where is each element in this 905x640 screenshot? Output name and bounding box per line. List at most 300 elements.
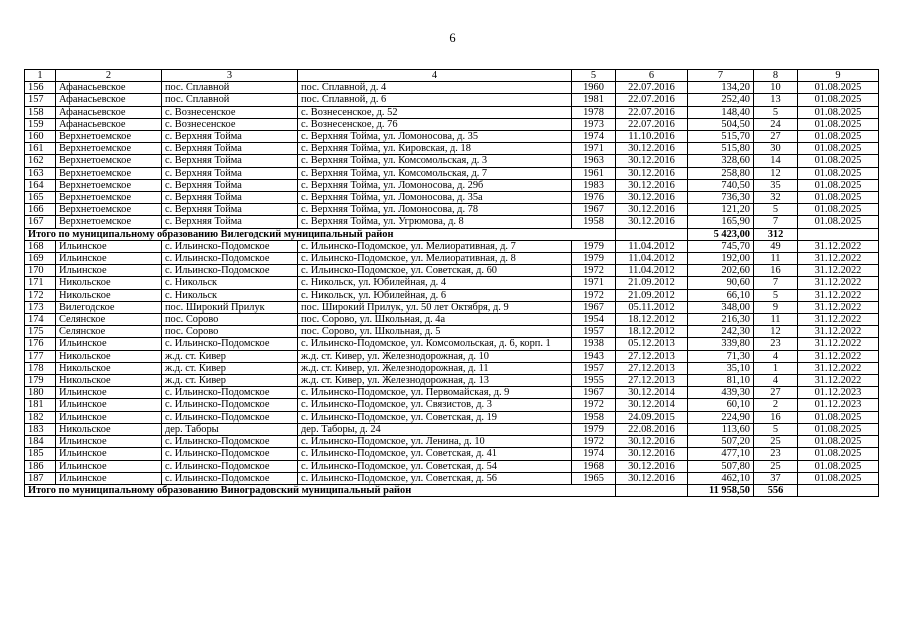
residents-count: 11	[754, 253, 798, 265]
residents-count: 10	[754, 82, 798, 94]
address: пос. Сорово, ул. Школьная, д. 5	[298, 326, 572, 338]
build-year: 1938	[572, 338, 616, 350]
residents-count: 7	[754, 216, 798, 228]
settlement-name: пос. Широкий Прилук	[162, 301, 298, 313]
date-recognized: 18.12.2012	[616, 314, 688, 326]
date-recognized: 27.12.2013	[616, 362, 688, 374]
build-year: 1971	[572, 143, 616, 155]
settlement-name: с. Ильинско-Подомское	[162, 387, 298, 399]
residents-count: 32	[754, 192, 798, 204]
residents-count: 11	[754, 314, 798, 326]
build-year: 1963	[572, 155, 616, 167]
municipality-name: Афанасьевское	[56, 94, 162, 106]
address: пос. Сорово, ул. Школьная, д. 4а	[298, 314, 572, 326]
table-row	[25, 375, 879, 387]
settlement-name: с. Ильинско-Подомское	[162, 460, 298, 472]
row-number: 160	[25, 131, 56, 143]
build-year: 1943	[572, 350, 616, 362]
build-year: 1971	[572, 277, 616, 289]
address: с. Ильинско-Подомское, ул. Мелиоративная, д. 8	[298, 253, 572, 265]
table-row	[25, 253, 879, 265]
municipality-name: Ильинское	[56, 472, 162, 484]
total-empty-cell	[798, 228, 879, 240]
residents-count: 27	[754, 387, 798, 399]
build-year: 1957	[572, 362, 616, 374]
area: 35,10	[688, 362, 754, 374]
residents-count: 35	[754, 179, 798, 191]
area: 507,20	[688, 436, 754, 448]
area: 439,30	[688, 387, 754, 399]
address: с. Ильинско-Подомское, ул. Комсомольская, д. 6, корп. 1	[298, 338, 572, 350]
area: 328,60	[688, 155, 754, 167]
build-year: 1978	[572, 106, 616, 118]
planned-resettlement-date: 01.08.2025	[798, 118, 879, 130]
residents-count: 7	[754, 277, 798, 289]
municipality-name: Ильинское	[56, 399, 162, 411]
residents-count: 24	[754, 118, 798, 130]
residents-count: 12	[754, 326, 798, 338]
table-row	[25, 326, 879, 338]
row-number: 187	[25, 472, 56, 484]
settlement-name: с. Ильинско-Подомское	[162, 265, 298, 277]
address: пос. Сплавной, д. 6	[298, 94, 572, 106]
total-residents: 312	[754, 228, 798, 240]
municipality-name: Верхнетоемское	[56, 216, 162, 228]
address: с. Ильинско-Подомское, ул. Первомайская, д. 9	[298, 387, 572, 399]
date-recognized: 22.07.2016	[616, 82, 688, 94]
planned-resettlement-date: 01.08.2025	[798, 94, 879, 106]
area: 148,40	[688, 106, 754, 118]
area: 202,60	[688, 265, 754, 277]
build-year: 1979	[572, 240, 616, 252]
row-number: 168	[25, 240, 56, 252]
table-row	[25, 155, 879, 167]
residents-count: 25	[754, 436, 798, 448]
planned-resettlement-date: 31.12.2022	[798, 326, 879, 338]
settlement-name: пос. Сорово	[162, 326, 298, 338]
build-year: 1974	[572, 448, 616, 460]
row-number: 185	[25, 448, 56, 460]
date-recognized: 30.12.2014	[616, 399, 688, 411]
settlement-name: с. Никольск	[162, 289, 298, 301]
table-row	[25, 338, 879, 350]
address: с. Ильинско-Подомское, ул. Советская, д. 54	[298, 460, 572, 472]
build-year: 1981	[572, 94, 616, 106]
address: ж.д. ст. Кивер, ул. Железнодорожная, д. 11	[298, 362, 572, 374]
settlement-name: пос. Сорово	[162, 314, 298, 326]
planned-resettlement-date: 01.08.2025	[798, 179, 879, 191]
municipality-name: Ильинское	[56, 265, 162, 277]
column-number-row	[25, 70, 879, 82]
settlement-name: с. Верхняя Тойма	[162, 179, 298, 191]
column-number: 6	[616, 70, 688, 82]
table-row	[25, 472, 879, 484]
date-recognized: 30.12.2016	[616, 179, 688, 191]
municipality-name: Селянское	[56, 314, 162, 326]
residents-count: 12	[754, 167, 798, 179]
municipality-name: Никольское	[56, 362, 162, 374]
total-label: Итого по муниципальному образованию Вилегодский муниципальный район	[25, 228, 616, 240]
row-number: 171	[25, 277, 56, 289]
total-empty-cell	[616, 228, 688, 240]
row-number: 177	[25, 350, 56, 362]
build-year: 1979	[572, 423, 616, 435]
address: с. Верхняя Тойма, ул. Угрюмова, д. 8	[298, 216, 572, 228]
planned-resettlement-date: 01.08.2025	[798, 167, 879, 179]
residents-count: 27	[754, 131, 798, 143]
settlement-name: с. Ильинско-Подомское	[162, 448, 298, 460]
date-recognized: 27.12.2013	[616, 375, 688, 387]
municipality-name: Ильинское	[56, 387, 162, 399]
table-row	[25, 460, 879, 472]
address: с. Верхняя Тойма, ул. Ломоносова, д. 35а	[298, 192, 572, 204]
residents-count: 13	[754, 94, 798, 106]
area: 134,20	[688, 82, 754, 94]
build-year: 1967	[572, 301, 616, 313]
area: 71,30	[688, 350, 754, 362]
date-recognized: 21.09.2012	[616, 289, 688, 301]
address: с. Вознесенское, д. 76	[298, 118, 572, 130]
residents-count: 37	[754, 472, 798, 484]
area: 81,10	[688, 375, 754, 387]
table-row	[25, 265, 879, 277]
settlement-name: с. Верхняя Тойма	[162, 204, 298, 216]
residents-count: 30	[754, 143, 798, 155]
municipality-name: Верхнетоемское	[56, 143, 162, 155]
planned-resettlement-date: 01.08.2025	[798, 216, 879, 228]
table-row	[25, 277, 879, 289]
date-recognized: 21.09.2012	[616, 277, 688, 289]
row-number: 181	[25, 399, 56, 411]
residents-count: 4	[754, 350, 798, 362]
table-row	[25, 411, 879, 423]
table-row	[25, 289, 879, 301]
settlement-name: с. Верхняя Тойма	[162, 143, 298, 155]
area: 507,80	[688, 460, 754, 472]
address: с. Ильинско-Подомское, ул. Связистов, д. 3	[298, 399, 572, 411]
planned-resettlement-date: 01.08.2025	[798, 423, 879, 435]
row-number: 162	[25, 155, 56, 167]
table-row	[25, 314, 879, 326]
table-row	[25, 436, 879, 448]
settlement-name: ж.д. ст. Кивер	[162, 375, 298, 387]
municipality-name: Вилегодское	[56, 301, 162, 313]
date-recognized: 05.12.2013	[616, 338, 688, 350]
planned-resettlement-date: 01.08.2025	[798, 131, 879, 143]
area: 745,70	[688, 240, 754, 252]
address: с. Никольск, ул. Юбилейная, д. 4	[298, 277, 572, 289]
date-recognized: 30.12.2016	[616, 216, 688, 228]
settlement-name: ж.д. ст. Кивер	[162, 350, 298, 362]
housing-registry-table	[24, 69, 879, 497]
settlement-name: пос. Сплавной	[162, 94, 298, 106]
row-number: 175	[25, 326, 56, 338]
municipality-name: Верхнетоемское	[56, 192, 162, 204]
municipality-name: Ильинское	[56, 240, 162, 252]
table-row	[25, 192, 879, 204]
date-recognized: 30.12.2016	[616, 436, 688, 448]
row-number: 179	[25, 375, 56, 387]
section-total-row	[25, 228, 879, 240]
planned-resettlement-date: 31.12.2022	[798, 277, 879, 289]
date-recognized: 11.04.2012	[616, 240, 688, 252]
area: 66,10	[688, 289, 754, 301]
area: 165,90	[688, 216, 754, 228]
area: 339,80	[688, 338, 754, 350]
row-number: 180	[25, 387, 56, 399]
total-residents: 556	[754, 484, 798, 496]
municipality-name: Ильинское	[56, 253, 162, 265]
table-row	[25, 362, 879, 374]
area: 462,10	[688, 472, 754, 484]
municipality-name: Ильинское	[56, 338, 162, 350]
total-label: Итого по муниципальному образованию Виноградовский муниципальный район	[25, 484, 616, 496]
residents-count: 49	[754, 240, 798, 252]
planned-resettlement-date: 31.12.2022	[798, 338, 879, 350]
municipality-name: Никольское	[56, 423, 162, 435]
residents-count: 16	[754, 265, 798, 277]
settlement-name: с. Ильинско-Подомское	[162, 472, 298, 484]
date-recognized: 30.12.2016	[616, 472, 688, 484]
settlement-name: с. Вознесенское	[162, 118, 298, 130]
row-number: 173	[25, 301, 56, 313]
column-number: 9	[798, 70, 879, 82]
table-body	[25, 70, 879, 497]
address: с. Верхняя Тойма, ул. Комсомольская, д. 7	[298, 167, 572, 179]
settlement-name: с. Ильинско-Подомское	[162, 253, 298, 265]
row-number: 161	[25, 143, 56, 155]
municipality-name: Никольское	[56, 375, 162, 387]
table-row	[25, 301, 879, 313]
row-number: 169	[25, 253, 56, 265]
residents-count: 2	[754, 399, 798, 411]
build-year: 1972	[572, 399, 616, 411]
section-total-row	[25, 484, 879, 496]
table-row	[25, 179, 879, 191]
row-number: 182	[25, 411, 56, 423]
row-number: 184	[25, 436, 56, 448]
date-recognized: 24.09.2015	[616, 411, 688, 423]
planned-resettlement-date: 31.12.2022	[798, 253, 879, 265]
planned-resettlement-date: 01.08.2025	[798, 143, 879, 155]
address: с. Верхняя Тойма, ул. Ломоносова, д. 29б	[298, 179, 572, 191]
date-recognized: 30.12.2016	[616, 155, 688, 167]
residents-count: 5	[754, 289, 798, 301]
date-recognized: 30.12.2016	[616, 204, 688, 216]
build-year: 1967	[572, 387, 616, 399]
date-recognized: 05.11.2012	[616, 301, 688, 313]
address: с. Ильинско-Подомское, ул. Советская, д. 60	[298, 265, 572, 277]
column-number: 1	[25, 70, 56, 82]
settlement-name: с. Ильинско-Подомское	[162, 399, 298, 411]
table-row	[25, 143, 879, 155]
date-recognized: 22.08.2016	[616, 423, 688, 435]
table-row	[25, 204, 879, 216]
build-year: 1955	[572, 375, 616, 387]
total-area: 11 958,50	[688, 484, 754, 496]
build-year: 1957	[572, 326, 616, 338]
settlement-name: ж.д. ст. Кивер	[162, 362, 298, 374]
total-empty-cell	[798, 484, 879, 496]
planned-resettlement-date: 01.08.2025	[798, 460, 879, 472]
build-year: 1961	[572, 167, 616, 179]
table-row	[25, 387, 879, 399]
planned-resettlement-date: 01.08.2025	[798, 436, 879, 448]
date-recognized: 11.10.2016	[616, 131, 688, 143]
planned-resettlement-date: 01.08.2025	[798, 106, 879, 118]
settlement-name: с. Верхняя Тойма	[162, 192, 298, 204]
date-recognized: 30.12.2016	[616, 460, 688, 472]
build-year: 1983	[572, 179, 616, 191]
row-number: 157	[25, 94, 56, 106]
settlement-name: с. Верхняя Тойма	[162, 216, 298, 228]
build-year: 1973	[572, 118, 616, 130]
address: с. Верхняя Тойма, ул. Кировская, д. 18	[298, 143, 572, 155]
build-year: 1972	[572, 289, 616, 301]
planned-resettlement-date: 01.08.2025	[798, 204, 879, 216]
build-year: 1965	[572, 472, 616, 484]
area: 224,90	[688, 411, 754, 423]
settlement-name: с. Верхняя Тойма	[162, 155, 298, 167]
settlement-name: с. Вознесенское	[162, 106, 298, 118]
planned-resettlement-date: 31.12.2022	[798, 350, 879, 362]
residents-count: 23	[754, 338, 798, 350]
municipality-name: Афанасьевское	[56, 118, 162, 130]
address: с. Никольск, ул. Юбилейная, д. 6	[298, 289, 572, 301]
settlement-name: пос. Сплавной	[162, 82, 298, 94]
build-year: 1979	[572, 253, 616, 265]
row-number: 165	[25, 192, 56, 204]
total-area: 5 423,00	[688, 228, 754, 240]
column-number: 3	[162, 70, 298, 82]
area: 121,20	[688, 204, 754, 216]
area: 216,30	[688, 314, 754, 326]
address: с. Ильинско-Подомское, ул. Советская, д. 56	[298, 472, 572, 484]
address: пос. Сплавной, д. 4	[298, 82, 572, 94]
date-recognized: 30.12.2014	[616, 387, 688, 399]
table-row	[25, 423, 879, 435]
build-year: 1958	[572, 216, 616, 228]
planned-resettlement-date: 31.12.2022	[798, 301, 879, 313]
build-year: 1974	[572, 131, 616, 143]
municipality-name: Ильинское	[56, 460, 162, 472]
settlement-name: дер. Таборы	[162, 423, 298, 435]
column-number: 8	[754, 70, 798, 82]
row-number: 174	[25, 314, 56, 326]
area: 348,00	[688, 301, 754, 313]
municipality-name: Никольское	[56, 289, 162, 301]
planned-resettlement-date: 31.12.2022	[798, 314, 879, 326]
table-row	[25, 118, 879, 130]
date-recognized: 18.12.2012	[616, 326, 688, 338]
table-row	[25, 240, 879, 252]
planned-resettlement-date: 01.12.2023	[798, 399, 879, 411]
date-recognized: 30.12.2016	[616, 167, 688, 179]
area: 504,50	[688, 118, 754, 130]
table-row	[25, 448, 879, 460]
residents-count: 14	[754, 155, 798, 167]
planned-resettlement-date: 31.12.2022	[798, 375, 879, 387]
date-recognized: 22.07.2016	[616, 94, 688, 106]
table-row	[25, 106, 879, 118]
municipality-name: Никольское	[56, 277, 162, 289]
column-number: 2	[56, 70, 162, 82]
address: с. Верхняя Тойма, ул. Ломоносова, д. 35	[298, 131, 572, 143]
row-number: 176	[25, 338, 56, 350]
residents-count: 16	[754, 411, 798, 423]
municipality-name: Верхнетоемское	[56, 155, 162, 167]
build-year: 1960	[572, 82, 616, 94]
column-number: 7	[688, 70, 754, 82]
residents-count: 5	[754, 204, 798, 216]
planned-resettlement-date: 31.12.2022	[798, 240, 879, 252]
row-number: 186	[25, 460, 56, 472]
address: с. Ильинско-Подомское, ул. Советская, д. 19	[298, 411, 572, 423]
build-year: 1976	[572, 192, 616, 204]
row-number: 156	[25, 82, 56, 94]
settlement-name: с. Никольск	[162, 277, 298, 289]
row-number: 170	[25, 265, 56, 277]
area: 736,30	[688, 192, 754, 204]
area: 258,80	[688, 167, 754, 179]
date-recognized: 27.12.2013	[616, 350, 688, 362]
row-number: 167	[25, 216, 56, 228]
address: с. Верхняя Тойма, ул. Комсомольская, д. 3	[298, 155, 572, 167]
address: с. Ильинско-Подомское, ул. Советская, д. 41	[298, 448, 572, 460]
total-empty-cell	[616, 484, 688, 496]
municipality-name: Селянское	[56, 326, 162, 338]
residents-count: 5	[754, 423, 798, 435]
municipality-name: Верхнетоемское	[56, 204, 162, 216]
municipality-name: Афанасьевское	[56, 106, 162, 118]
area: 242,30	[688, 326, 754, 338]
table-row	[25, 216, 879, 228]
table-row	[25, 82, 879, 94]
residents-count: 25	[754, 460, 798, 472]
settlement-name: с. Верхняя Тойма	[162, 167, 298, 179]
area: 477,10	[688, 448, 754, 460]
settlement-name: с. Ильинско-Подомское	[162, 240, 298, 252]
build-year: 1958	[572, 411, 616, 423]
date-recognized: 30.12.2016	[616, 143, 688, 155]
row-number: 183	[25, 423, 56, 435]
date-recognized: 11.04.2012	[616, 265, 688, 277]
municipality-name: Ильинское	[56, 448, 162, 460]
date-recognized: 22.07.2016	[616, 106, 688, 118]
date-recognized: 30.12.2016	[616, 192, 688, 204]
municipality-name: Верхнетоемское	[56, 131, 162, 143]
municipality-name: Афанасьевское	[56, 82, 162, 94]
address: с. Вознесенское, д. 52	[298, 106, 572, 118]
municipality-name: Никольское	[56, 350, 162, 362]
planned-resettlement-date: 01.08.2025	[798, 155, 879, 167]
table-row	[25, 399, 879, 411]
address: дер. Таборы, д. 24	[298, 423, 572, 435]
planned-resettlement-date: 01.12.2023	[798, 387, 879, 399]
row-number: 159	[25, 118, 56, 130]
address: ж.д. ст. Кивер, ул. Железнодорожная, д. 10	[298, 350, 572, 362]
table-row	[25, 350, 879, 362]
residents-count: 9	[754, 301, 798, 313]
date-recognized: 11.04.2012	[616, 253, 688, 265]
column-number: 4	[298, 70, 572, 82]
row-number: 166	[25, 204, 56, 216]
page-number: 6	[449, 31, 456, 45]
address: с. Ильинско-Подомское, ул. Мелиоративная, д. 7	[298, 240, 572, 252]
date-recognized: 22.07.2016	[616, 118, 688, 130]
settlement-name: с. Ильинско-Подомское	[162, 338, 298, 350]
planned-resettlement-date: 31.12.2022	[798, 265, 879, 277]
